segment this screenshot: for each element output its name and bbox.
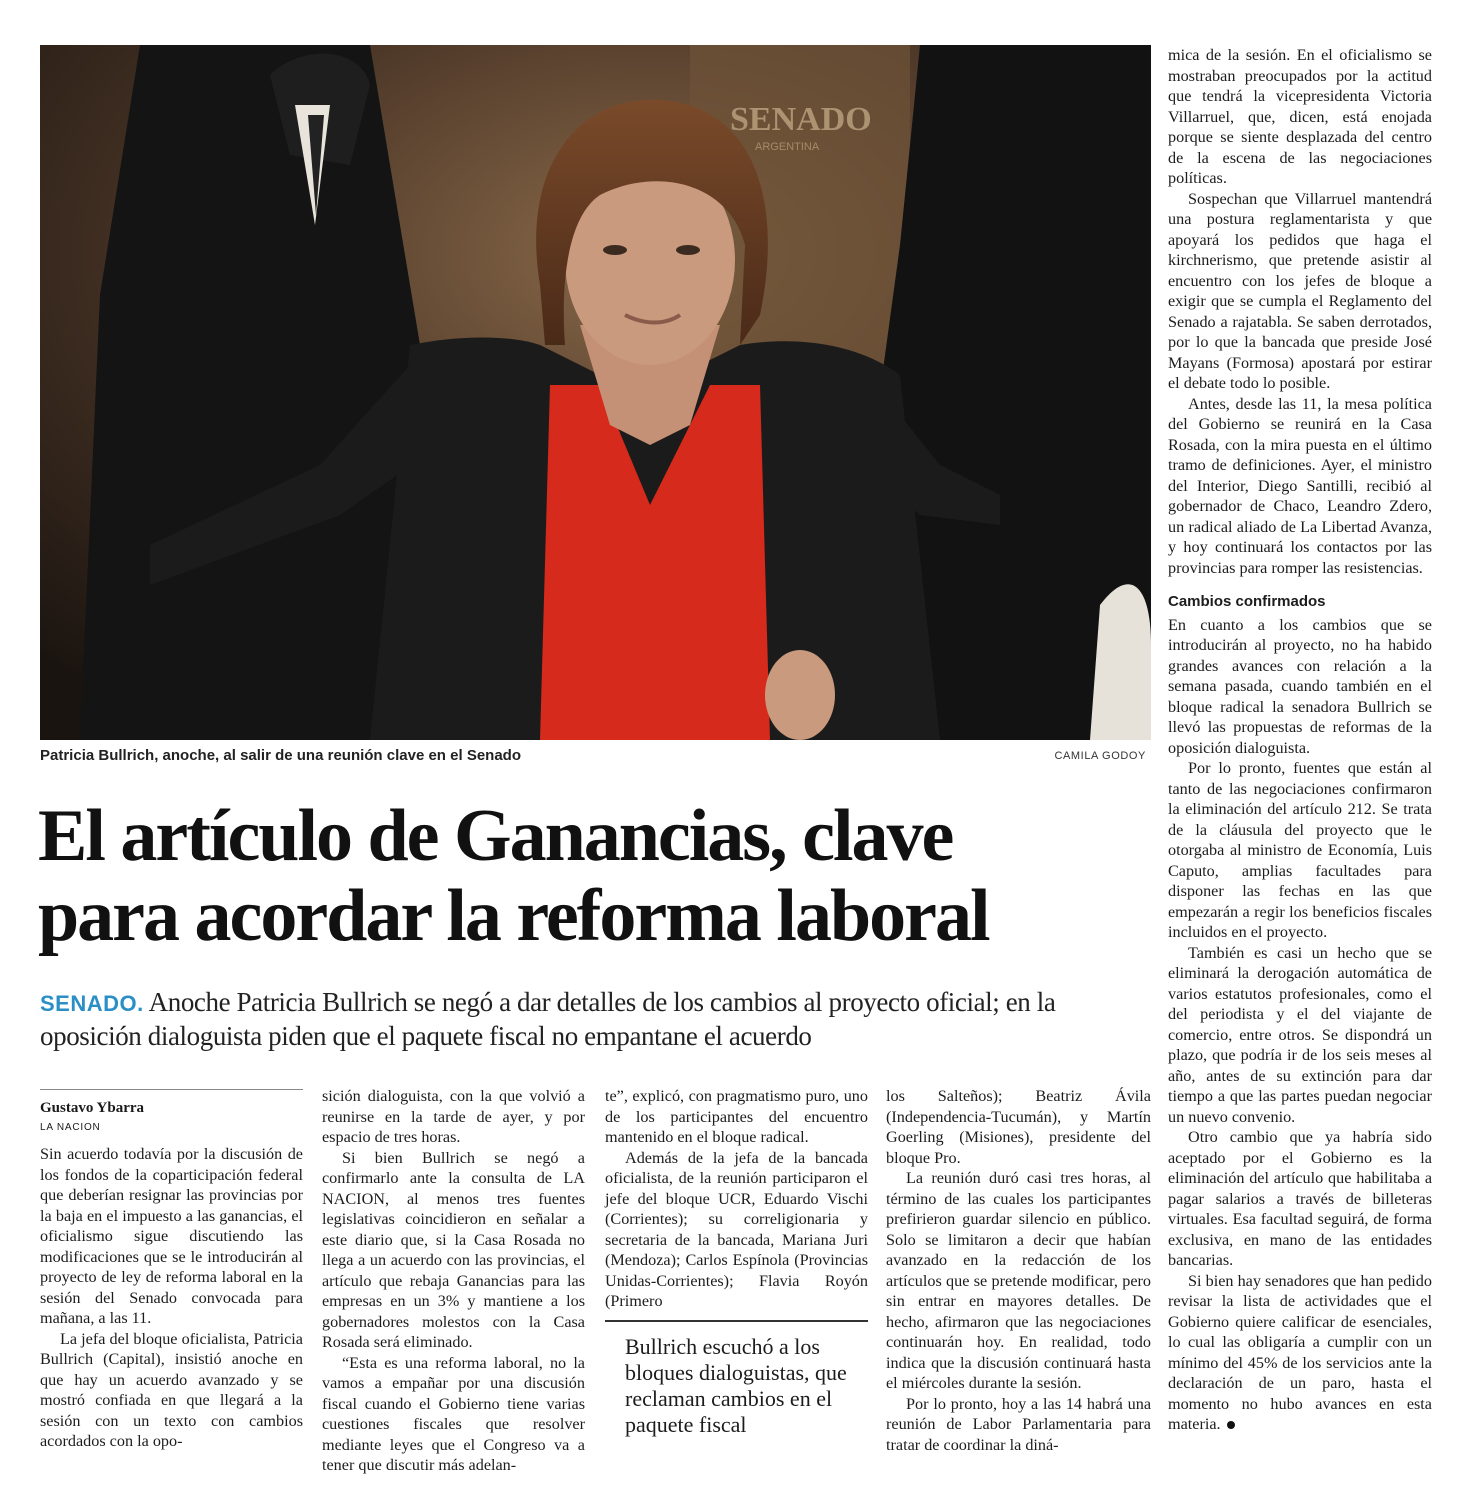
paragraph: “Esta es una reforma laboral, no la vamos a empañar por una discusión fiscal cuando el Gobierno tiene varias cuestiones fiscales que resolver mediante leyes que el Congreso va a tener que discutir más adelan- <box>322 1353 585 1474</box>
article-column-2 <box>322 1086 585 1476</box>
headline <box>38 796 1158 956</box>
byline-author: Gustavo Ybarra <box>40 1100 145 1116</box>
paragraph: los Salteños); Beatriz Ávila (Independencia-Tucumán), y Martín Goerling (Misiones), presidente del bloque Pro. <box>886 1087 1151 1167</box>
photo-illustration <box>40 45 1151 740</box>
pullquote-rule <box>605 1320 868 1322</box>
byline-source: LA NACION <box>40 1122 101 1133</box>
article-column-5 <box>1168 45 1432 1435</box>
paragraph: Además de la jefa de la bancada oficialista, de la reunión participaron el jefe del bloque UCR, Eduardo Vischi (Corrientes); su correligionaria y secretaria de la bancada, Mariana Juri (Mendoza); Carlos Espínola (Provincias Unidas-Corrientes); Flavia Royón (Primero <box>605 1148 868 1310</box>
photo-credit: CAMILA GODOY <box>1054 750 1146 762</box>
subheadline <box>40 986 1160 1052</box>
section-kicker: SENADO. <box>40 991 144 1016</box>
paragraph: Sospechan que Villarruel mantendrá una postura reglamentarista y que apoyará los pedidos que haga el kirchnerismo, que pretende asistir al encuentro con los jefes de bloque a exigir que se cumpla el Reglamento del Senado a rajatabla. Se saben derrotados, por lo que la bancada que preside José Mayans (Formosa) apostará por estirar el debate todo lo posible. <box>1168 189 1432 392</box>
senado-sign-sub: ARGENTINA <box>755 141 820 153</box>
section-subtitle: Cambios confirmados <box>1168 593 1326 610</box>
paragraph: Por lo pronto, hoy a las 14 habrá una reunión de Labor Parlamentaria para tratar de coordinar la diná- <box>886 1394 1151 1454</box>
paragraph-last <box>1168 1271 1432 1435</box>
article-photo <box>40 45 1151 740</box>
paragraph: Si bien Bullrich se negó a confirmarlo ante la consulta de LA NACION, al menos tres fuentes legislativas coincidieron en señalar a este diario que, si la Casa Rosada no llega a un acuerdo con las provincias, el artículo que rebaja Ganancias para las empresas en un 3% y mantiene a los gobernadores molestos con la Casa Rosada será eliminado. <box>322 1148 585 1351</box>
photo-caption: Patricia Bullrich, anoche, al salir de una reunión clave en el Senado <box>40 747 521 764</box>
article-column-4 <box>886 1086 1151 1455</box>
senado-sign: SENADO <box>730 101 872 138</box>
headline-line-1: El artículo de Ganancias, clave <box>38 795 953 877</box>
byline-rule <box>40 1089 303 1090</box>
paragraph: La reunión duró casi tres horas, al término de las cuales los participantes prefirieron guardar silencio en público. Solo se limitaron a decir que habían avanzado en la redacción de los artículos que se pretende modificar, pero sin entrar en mayores detalles. De hecho, afirmaron que las negociaciones continuarán hoy. En realidad, todo indica que la discusión continuará hasta el miércoles durante la sesión. <box>886 1169 1151 1392</box>
headline-line-2: para acordar la reforma laboral <box>38 875 989 957</box>
subheadline-text: Anoche Patricia Bullrich se negó a dar detalles de los cambios al proyecto oficial; en la oposición dialoguista piden que el paquete fiscal no empantane el acuerdo <box>40 987 1056 1051</box>
article-column-1 <box>40 1144 303 1452</box>
paragraph: te”, explicó, con pragmatismo puro, uno de los participantes del encuentro mantenido en el bloque radical. <box>605 1087 868 1146</box>
paragraph: Por lo pronto, fuentes que están al tanto de las negociaciones confirmaron la eliminación del artículo 212. Se trata de la cláusula del proyecto que le otorgaba al ministro de Economía, Luis Caputo, amplias facultades para disponer las fechas en las que empezarán a regir los beneficios fiscales incluidos en el proyecto. <box>1168 759 1432 941</box>
paragraph: Otro cambio que ya habría sido aceptado por el Gobierno es la eliminación del artículo que habilitaba a pagar salarios a través de billeteras virtuales. Esa facultad seguirá, de forma exclusiva, en mano de las entidades bancarias. <box>1168 1128 1432 1269</box>
end-of-article-icon <box>1227 1421 1235 1429</box>
paragraph: Sin acuerdo todavía por la discusión de los fondos de la coparticipación federal que deberían resignar las provincias por la baja en el impuesto a las ganancias, el oficialismo sigue discutiendo las modificaciones que se le introducirán al proyecto de ley de reforma laboral en la sesión del Senado convocada para mañana, a las 11. <box>40 1145 303 1327</box>
paragraph: sición dialoguista, con la que volvió a reunirse en la tarde de ayer, y por espacio de tres horas. <box>322 1087 585 1146</box>
paragraph: También es casi un hecho que se eliminará la derogación automática de varios estatutos profesionales, como el del periodista y el del viajante de comercio, entre otros. Se dispondrá un plazo, que podría ir de los seis meses al año, antes de su extinción para dar tiempo a que las partes puedan negociar un nuevo convenio. <box>1168 943 1432 1126</box>
article-column-3 <box>605 1086 868 1312</box>
paragraph: mica de la sesión. En el oficialismo se mostraban preocupados por la actitud que tendrá la vicepresidenta Victoria Villarruel, que, dicen, está enojada porque se siente desplazada del centro de la escena de las negociaciones políticas. <box>1168 46 1432 187</box>
paragraph-text: Si bien hay senadores que han pedido revisar la lista de actividades que el Gobierno quiere calificar de esenciales, lo cual las obligaría a cumplir con un mínimo del 45% de los servicios ante la declaración de un paro, hasta el momento no hubo avances en esta materia. <box>1168 1271 1432 1433</box>
paragraph: La jefa del bloque oficialista, Patricia Bullrich (Capital), insistió anoche en que hay un acuerdo avanzado y se mostró confiada en que llegará a la sesión con un texto con cambios acordados con la opo- <box>40 1329 303 1450</box>
paragraph: Antes, desde las 11, la mesa política del Gobierno se reunirá en la Casa Rosada, con la mira puesta en el último tramo de definiciones. Ayer, el ministro del Interior, Diego Santilli, recibió al gobernador de Chaco, Leandro Zdero, un radical aliado de La Libertad Avanza, y hoy continuará los contactos por las provincias para romper las resistencias. <box>1168 394 1432 577</box>
paragraph: En cuanto a los cambios que se introducirán al proyecto, no ha habido grandes avances con relación a la semana pasada, cuando también en el bloque radical la senadora Bullrich se llevó las propuestas de reformas de la oposición dialoguista. <box>1168 615 1432 757</box>
pull-quote: Bullrich escuchó a los bloques dialoguistas, que reclaman cambios en el paquete fiscal <box>625 1334 847 1437</box>
